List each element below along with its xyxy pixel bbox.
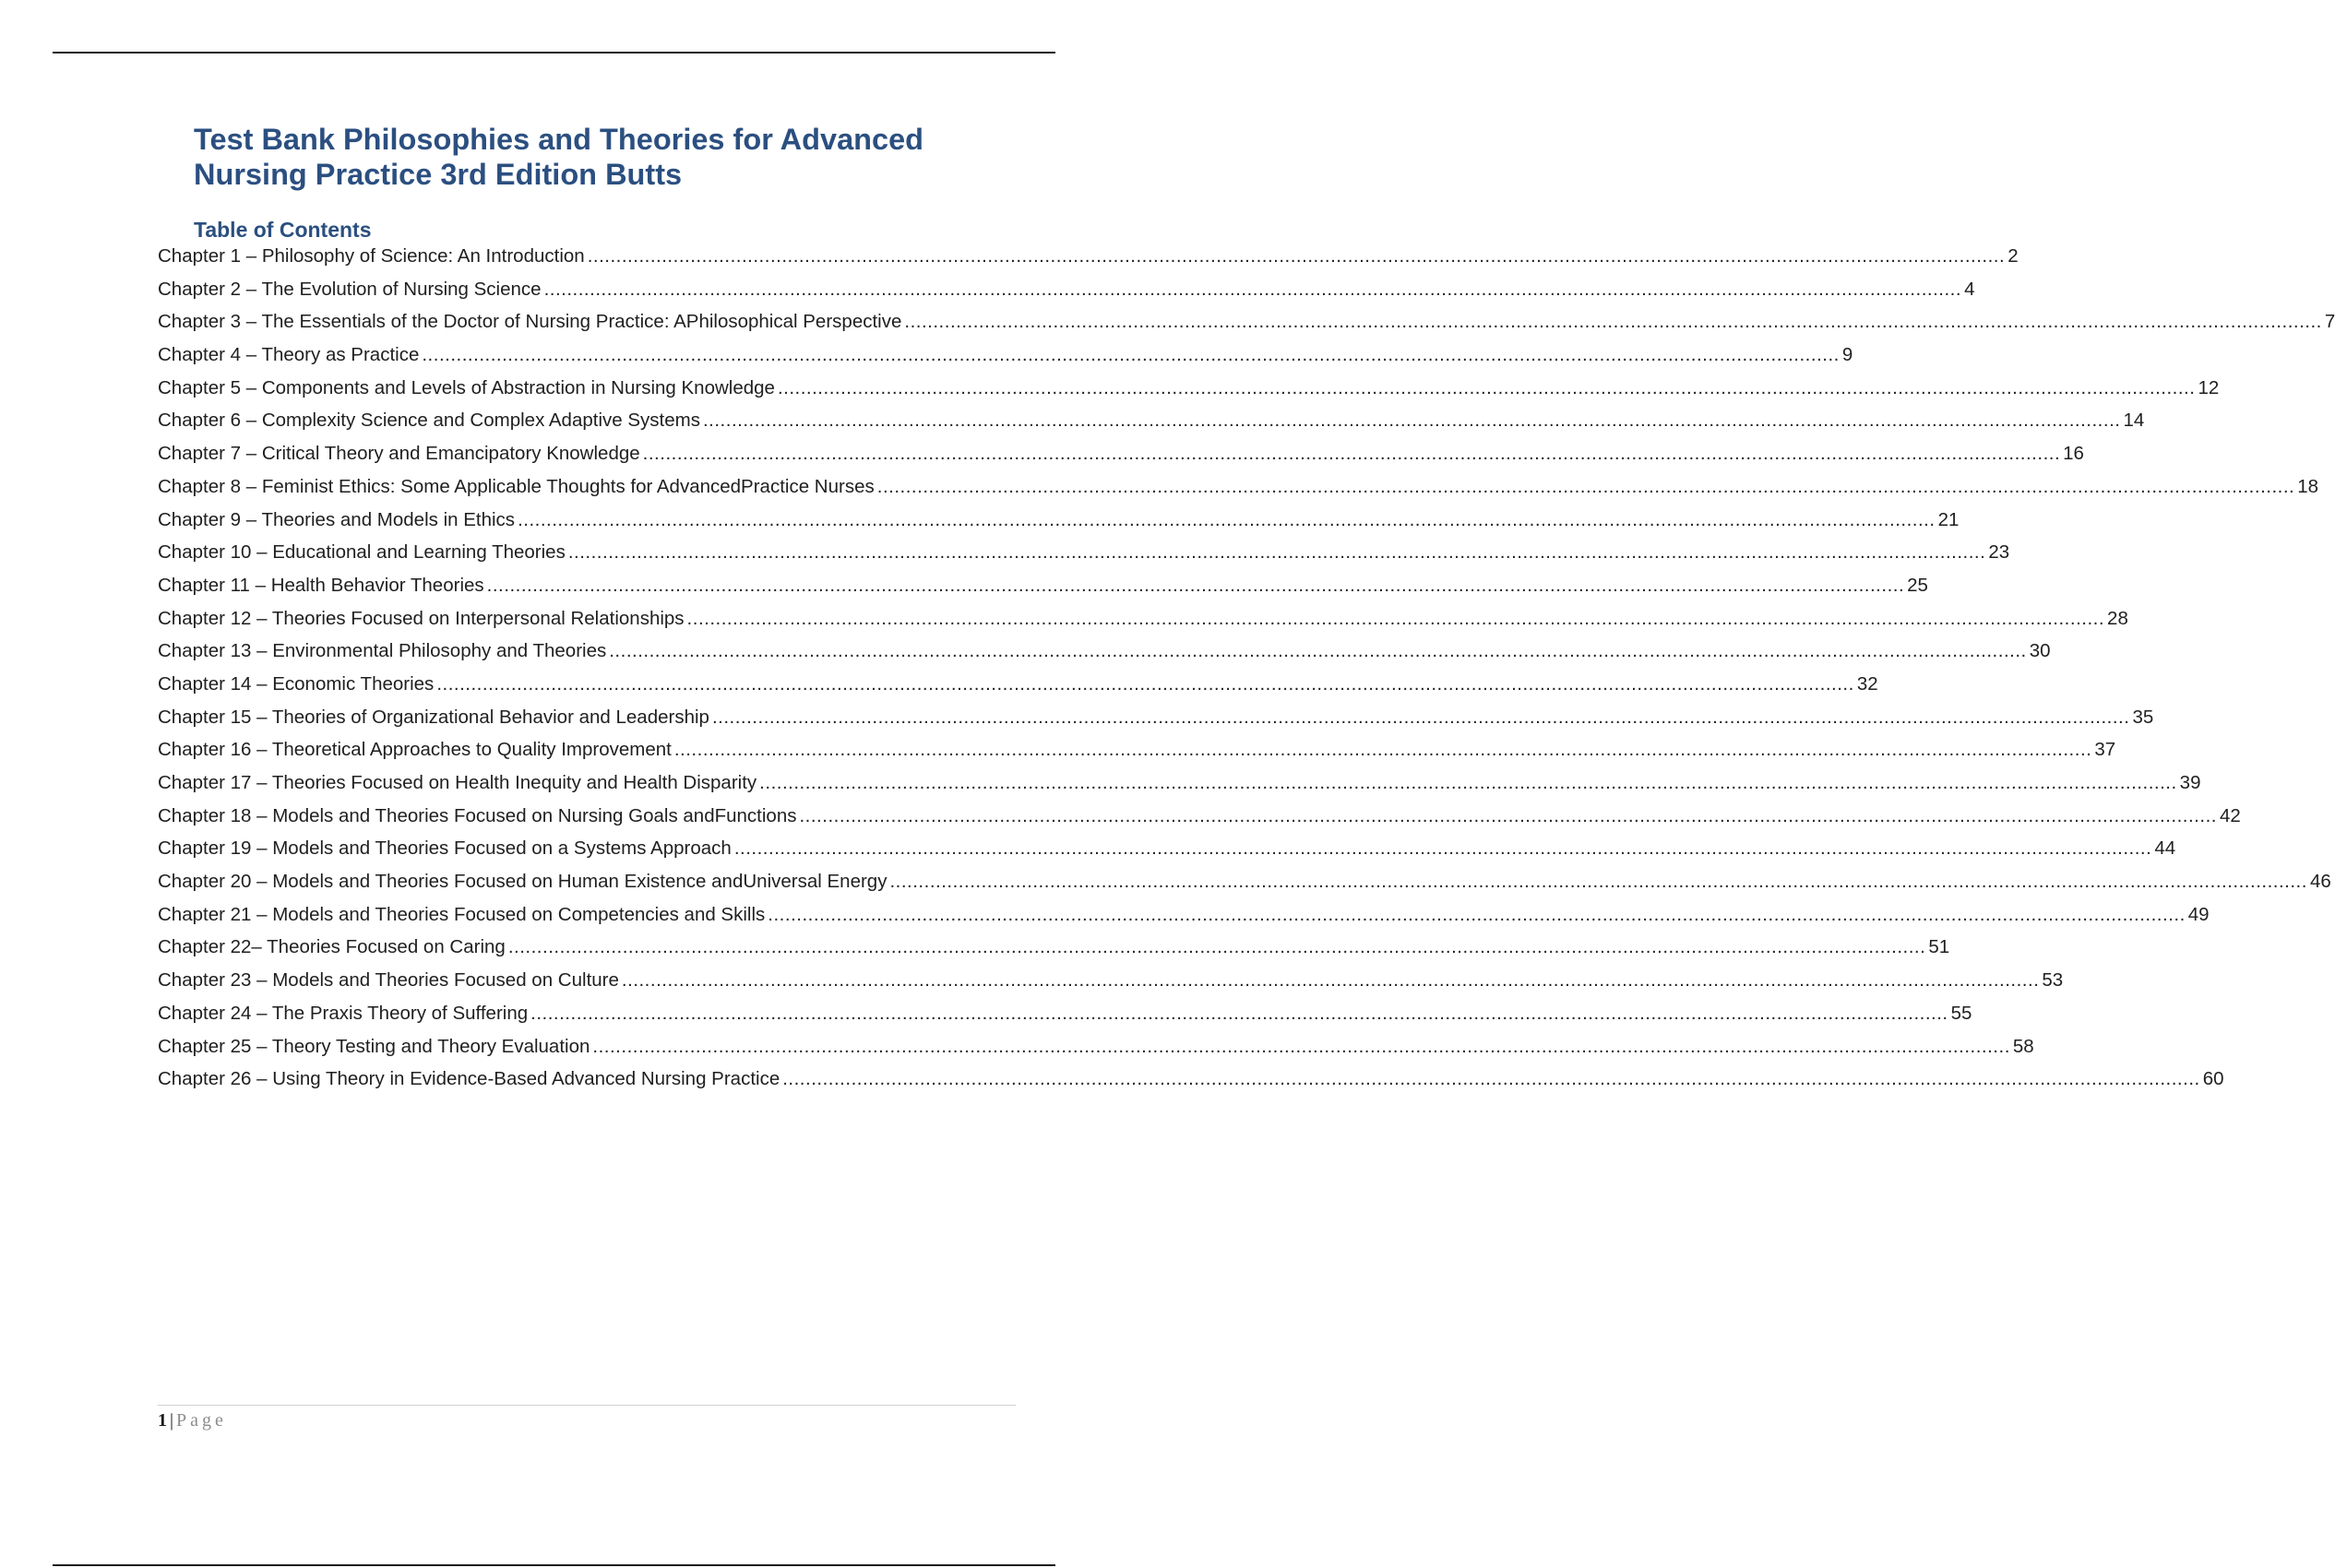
toc-heading: Table of Contents	[194, 218, 372, 242]
toc-dot-leader	[703, 405, 2121, 435]
toc-entry-title: Chapter 9 – Theories and Models in Ethics	[158, 508, 516, 530]
toc-entry[interactable]	[158, 570, 1928, 603]
toc-entry[interactable]	[158, 801, 2241, 834]
toc-dot-leader	[687, 603, 2105, 634]
toc-entry-title: Chapter 22– Theories Focused on Caring	[158, 936, 506, 958]
toc-entry-page: 16	[2063, 443, 2084, 465]
toc-entry[interactable]	[158, 1031, 2034, 1064]
toc-entry-page: 39	[2179, 772, 2201, 793]
toc-entry[interactable]	[158, 505, 1960, 538]
toc-entry-title: Chapter 21 – Models and Theories Focused on Competencies and Skills	[158, 903, 766, 925]
toc-entry-title: Chapter 14 – Economic Theories	[158, 672, 435, 695]
toc-dot-leader	[487, 570, 1905, 600]
toc-entry-title: Chapter 5 – Components and Levels of Abstraction in Nursing Knowledge	[158, 376, 775, 398]
toc-dot-leader	[889, 866, 2307, 897]
toc-dot-leader	[712, 702, 2130, 732]
toc-entry[interactable]	[158, 833, 2176, 866]
footer-page-label: Page	[176, 1410, 227, 1431]
toc-entry-title: Chapter 6 – Complexity Science and Complex Adaptive Systems	[158, 410, 700, 432]
toc-entry[interactable]	[158, 603, 2128, 636]
toc-entry-title: Chapter 23 – Models and Theories Focused on Culture	[158, 969, 619, 992]
toc-entry-page: 53	[2042, 969, 2064, 992]
toc-dot-leader	[568, 537, 1986, 567]
toc-entry-title: Chapter 3 – The Essentials of the Doctor of Nursing Practice: APhilosophical Perspective	[158, 311, 902, 333]
toc-entry-title: Chapter 17 – Theories Focused on Health Inequity and Health Disparity	[158, 772, 757, 793]
toc-entry-page: 30	[2029, 640, 2051, 662]
toc-entry[interactable]	[158, 537, 2010, 570]
toc-dot-leader	[609, 636, 2027, 666]
toc-dot-leader	[799, 801, 2217, 831]
toc-entry-title: Chapter 4 – Theory as Practice	[158, 344, 420, 366]
toc-entry-title: Chapter 11 – Health Behavior Theories	[158, 574, 484, 596]
toc-entry-title: Chapter 13 – Environmental Philosophy and Theories	[158, 640, 607, 662]
toc-dot-leader	[768, 899, 2186, 930]
toc-entry-title: Chapter 8 – Feminist Ethics: Some Applicable Thoughts for AdvancedPractice Nurses	[158, 475, 875, 497]
toc-entry[interactable]	[158, 899, 2210, 932]
toc-entry[interactable]	[158, 866, 2331, 899]
toc-entry[interactable]	[158, 438, 2084, 471]
toc-entry-page: 51	[1928, 936, 1950, 958]
toc-entry[interactable]	[158, 767, 2201, 801]
toc-entry-page: 60	[2202, 1068, 2224, 1090]
toc-entry-title: Chapter 24 – The Praxis Theory of Suffering	[158, 1002, 529, 1024]
document-title: Test Bank Philosophies and Theories for Advanced Nursing Practice 3rd Edition Butts	[194, 123, 923, 191]
toc-entry-page: 23	[1988, 541, 2010, 564]
toc-entry-page: 37	[2094, 739, 2116, 761]
toc-entry-page: 28	[2107, 607, 2128, 629]
toc-entry[interactable]	[158, 405, 2145, 438]
toc-entry-page: 2	[2007, 245, 2019, 267]
toc-entry-page: 44	[2154, 837, 2176, 860]
toc-entry[interactable]	[158, 734, 2116, 767]
table-of-contents	[158, 241, 2335, 1097]
toc-entry-title: Chapter 26 – Using Theory in Evidence-Based Advanced Nursing Practice	[158, 1068, 780, 1090]
toc-dot-leader	[778, 373, 2196, 403]
footer-page-number: 1	[158, 1410, 167, 1431]
toc-entry[interactable]	[158, 998, 1972, 1031]
toc-dot-leader	[508, 932, 1926, 962]
toc-entry-title: Chapter 10 – Educational and Learning Theories	[158, 541, 566, 564]
toc-entry[interactable]	[158, 306, 2335, 339]
toc-entry[interactable]	[158, 932, 1950, 965]
toc-entry[interactable]	[158, 1063, 2224, 1097]
toc-entry[interactable]	[158, 669, 1878, 702]
toc-entry-title: Chapter 25 – Theory Testing and Theory Evaluation	[158, 1035, 590, 1057]
toc-dot-leader	[544, 274, 1962, 304]
toc-entry[interactable]	[158, 636, 2051, 669]
toc-dot-leader	[530, 998, 1948, 1028]
toc-entry-title: Chapter 16 – Theoretical Approaches to Quality Improvement	[158, 739, 672, 761]
toc-entry-page: 58	[2012, 1035, 2034, 1057]
toc-entry-page: 32	[1856, 672, 1878, 695]
toc-dot-leader	[592, 1031, 2010, 1062]
toc-dot-leader	[674, 734, 2092, 765]
toc-entry[interactable]	[158, 339, 1853, 373]
toc-entry-page: 42	[2219, 804, 2241, 826]
toc-dot-leader	[782, 1063, 2200, 1094]
footer-separator: |	[170, 1410, 174, 1431]
toc-entry-page: 7	[2324, 311, 2335, 333]
toc-entry-title: Chapter 12 – Theories Focused on Interpersonal Relationships	[158, 607, 685, 629]
page-footer	[158, 1408, 227, 1432]
toc-entry[interactable]	[158, 373, 2220, 406]
toc-entry-page: 35	[2132, 706, 2154, 728]
toc-entry-page: 14	[2123, 410, 2145, 432]
toc-dot-leader	[759, 767, 2177, 798]
toc-dot-leader	[734, 833, 2152, 863]
toc-entry-page: 4	[1964, 278, 1975, 300]
toc-entry-page: 9	[1841, 344, 1853, 366]
toc-entry[interactable]	[158, 702, 2154, 735]
toc-dot-leader	[436, 669, 1854, 699]
toc-entry-title: Chapter 20 – Models and Theories Focused on Human Existence andUniversal Energy	[158, 871, 888, 893]
toc-dot-leader	[643, 438, 2061, 469]
toc-entry-title: Chapter 19 – Models and Theories Focused on a Systems Approach	[158, 837, 732, 860]
toc-entry-title: Chapter 2 – The Evolution of Nursing Science	[158, 278, 542, 300]
toc-entry-title: Chapter 7 – Critical Theory and Emancipatory Knowledge	[158, 443, 640, 465]
toc-entry-page: 21	[1937, 508, 1960, 530]
toc-dot-leader	[877, 471, 2295, 502]
toc-entry-page: 46	[2309, 871, 2331, 893]
bottom-rule	[53, 1564, 1055, 1566]
toc-entry-title: Chapter 15 – Theories of Organizational Behavior and Leadership	[158, 706, 709, 728]
toc-entry-title: Chapter 1 – Philosophy of Science: An Introduction	[158, 245, 585, 267]
toc-dot-leader	[588, 241, 2006, 271]
toc-entry[interactable]	[158, 471, 2319, 505]
toc-entry-page: 49	[2187, 903, 2210, 925]
toc-dot-leader	[518, 505, 1936, 535]
toc-entry-page: 25	[1907, 574, 1928, 596]
toc-entry-page: 55	[1950, 1002, 1972, 1024]
toc-entry[interactable]	[158, 965, 2064, 998]
toc-entry-title: Chapter 18 – Models and Theories Focused on Nursing Goals andFunctions	[158, 804, 797, 826]
top-rule	[53, 52, 1055, 53]
toc-dot-leader	[622, 965, 2040, 995]
toc-entry[interactable]	[158, 241, 2019, 274]
toc-entry-page: 18	[2297, 475, 2319, 497]
toc-entry[interactable]	[158, 274, 1975, 307]
toc-dot-leader	[904, 306, 2322, 337]
toc-entry-page: 12	[2198, 376, 2220, 398]
toc-dot-leader	[422, 339, 1840, 370]
footer-rule	[158, 1405, 1016, 1406]
